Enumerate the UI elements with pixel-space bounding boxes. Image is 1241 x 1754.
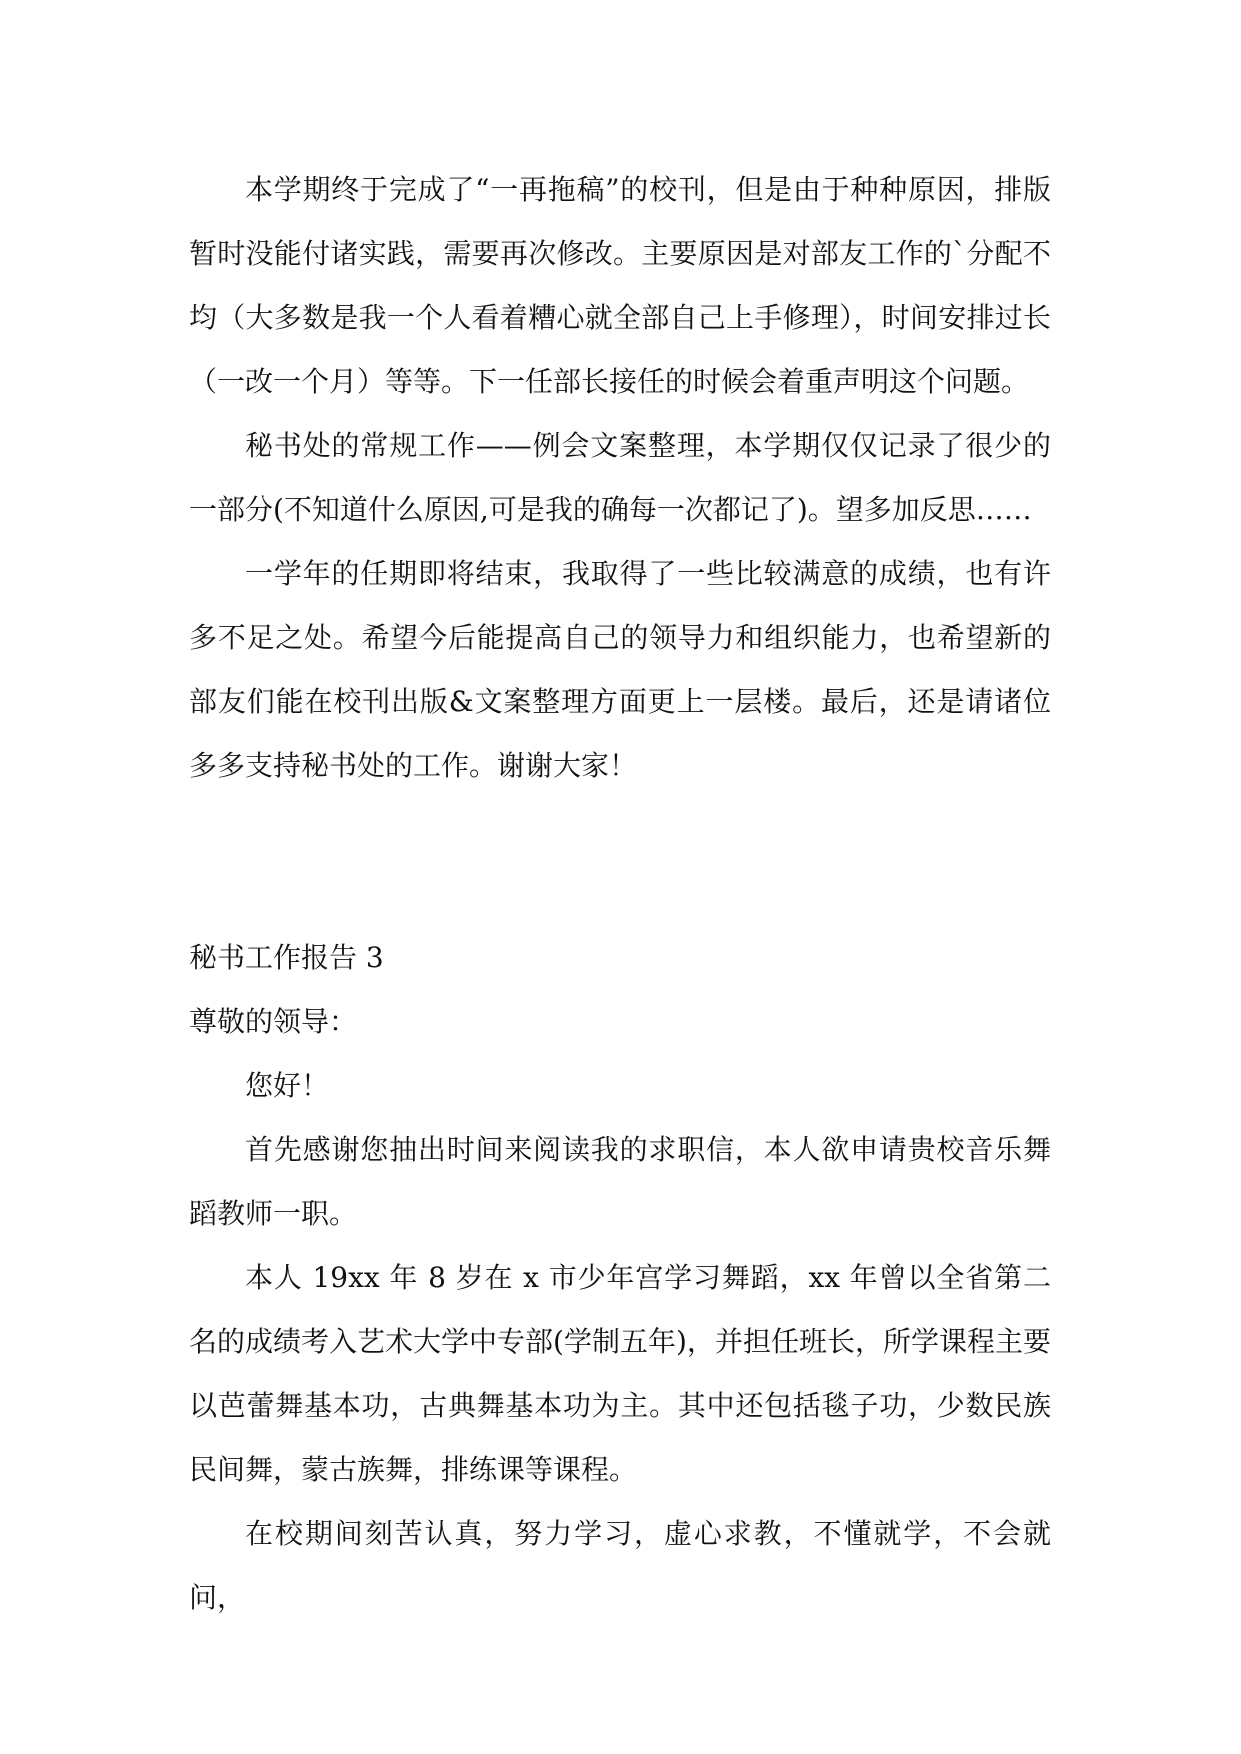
paragraph: 一学年的任期即将结束，我取得了一些比较满意的成绩，也有许多不足之处。希望今后能提高自己的领导力和组织能力，也希望新的部友们能在校刊出版&文案整理方面更上一层楼。最后，还是请诸位多多支持秘书处的工作。谢谢大家！ xyxy=(189,557,1051,782)
paragraph: 秘书处的常规工作——例会文案整理，本学期仅仅记录了很少的一部分(不知道什么原因,可是我的确每一次都记了)。望多加反思…… xyxy=(189,429,1051,526)
section-title: 秘书工作报告 3 xyxy=(189,941,384,974)
paragraph: 在校期间刻苦认真，努力学习，虚心求教，不懂就学，不会就问， xyxy=(189,1517,1051,1614)
greeting: 您好！ xyxy=(245,1069,330,1102)
report-body-top xyxy=(189,158,1051,798)
paragraph: 本学期终于完成了“一再拖稿”的校刊，但是由于种种原因，排版暂时没能付诸实践，需要再次修改。主要原因是对部友工作的`分配不均（大多数是我一个人看着糟心就全部自己上手修理），时间安排过长（一改一个月）等等。下一任部长接任的时候会着重声明这个问题。 xyxy=(189,173,1051,398)
salutation: 尊敬的领导： xyxy=(189,1005,358,1038)
paragraph: 本人 19xx 年 8 岁在 x 市少年宫学习舞蹈，xx 年曾以全省第二名的成绩考入艺术大学中专部(学制五年)，并担任班长，所学课程主要以芭蕾舞基本功，古典舞基本功为主。其中还包括毯子功，少数民族民间舞，蒙古族舞，排练课等课程。 xyxy=(189,1261,1051,1486)
paragraph: 首先感谢您抽出时间来阅读我的求职信，本人欲申请贵校音乐舞蹈教师一职。 xyxy=(189,1133,1051,1230)
report-body-bottom xyxy=(189,926,1051,1630)
